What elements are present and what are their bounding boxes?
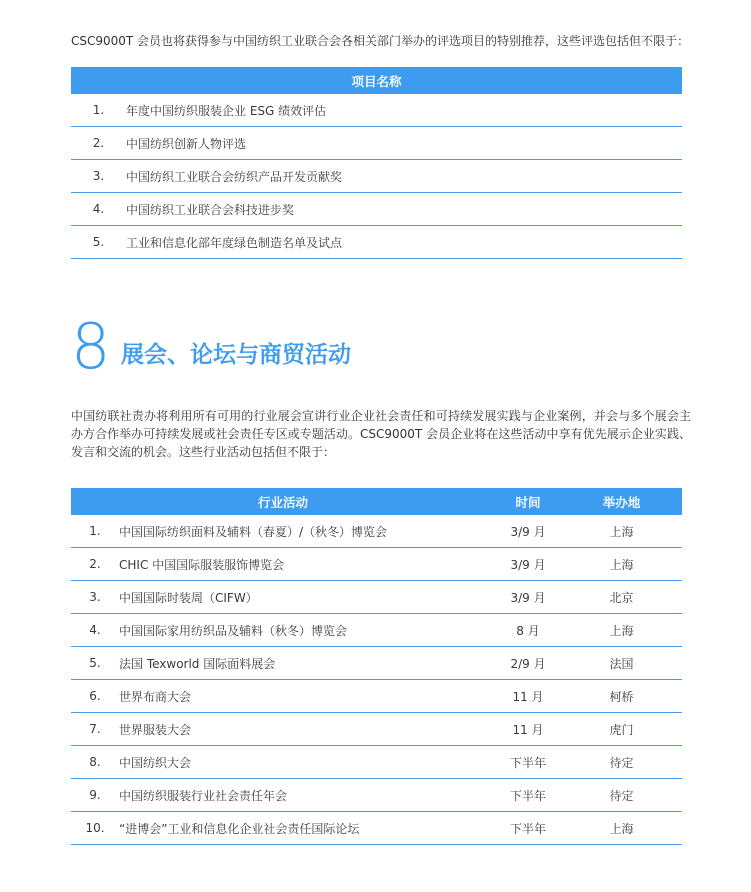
project-name-header: 项目名称: [71, 67, 682, 94]
project-name: 中国纺织创新人物评选: [126, 127, 682, 160]
activity-time: 8 月: [495, 614, 561, 647]
activity-name: CHIC 中国国际服装服饰博览会: [119, 548, 495, 581]
row-number: 1.: [71, 94, 126, 127]
table-row: [71, 127, 682, 160]
activity-time: 2/9 月: [495, 647, 561, 680]
table-row: [71, 548, 682, 581]
table-row: [71, 94, 682, 127]
place-header: 举办地: [561, 488, 682, 515]
row-number: 3.: [71, 581, 119, 614]
activity-place: 待定: [561, 746, 682, 779]
row-number: 8.: [71, 746, 119, 779]
activity-time: 3/9 月: [495, 515, 561, 548]
row-number: 3.: [71, 160, 126, 193]
activity-place: 上海: [561, 515, 682, 548]
row-number: 7.: [71, 713, 119, 746]
activity-place: 上海: [561, 548, 682, 581]
row-number: 2.: [71, 127, 126, 160]
activity-place: 待定: [561, 779, 682, 812]
row-number: 9.: [71, 779, 119, 812]
table-row: [71, 226, 682, 259]
activity-name: 中国纺织大会: [119, 746, 495, 779]
project-name: 年度中国纺织服装企业 ESG 绩效评估: [126, 94, 682, 127]
activity-place: 法国: [561, 647, 682, 680]
activity-name: 法国 Texworld 国际面料展会: [119, 647, 495, 680]
table-row: [71, 193, 682, 226]
project-name: 中国纺织工业联合会纺织产品开发贡献奖: [126, 160, 682, 193]
activity-place: 上海: [561, 812, 682, 845]
project-name: 中国纺织工业联合会科技进步奖: [126, 193, 682, 226]
activity-time: 11 月: [495, 713, 561, 746]
table-header-row: [71, 488, 682, 515]
row-number: 1.: [71, 515, 119, 548]
project-name: 工业和信息化部年度绿色制造名单及试点: [126, 226, 682, 259]
intro-text: CSC9000T 会员也将获得参与中国纺织工业联合会各相关部门举办的评选项目的特别推荐，这些评选包括但不限于：: [71, 34, 690, 48]
row-number: 4.: [71, 193, 126, 226]
industry-events-table: [71, 488, 682, 845]
activity-place: 虎门: [561, 713, 682, 746]
table-row: [71, 713, 682, 746]
row-number: 5.: [71, 647, 119, 680]
activity-place: 柯桥: [561, 680, 682, 713]
activity-time: 3/9 月: [495, 581, 561, 614]
activity-time: 下半年: [495, 779, 561, 812]
activity-name: 中国国际时装周（CIFW）: [119, 581, 495, 614]
activity-name: 中国纺织服装行业社会责任年会: [119, 779, 495, 812]
activity-time: 3/9 月: [495, 548, 561, 581]
table-row: [71, 680, 682, 713]
table-row: [71, 581, 682, 614]
activity-time: 11 月: [495, 680, 561, 713]
table-row: [71, 812, 682, 845]
row-number: 6.: [71, 680, 119, 713]
table-row: [71, 515, 682, 548]
row-number: 2.: [71, 548, 119, 581]
table-header-row: [71, 67, 682, 94]
activity-name: 世界服装大会: [119, 713, 495, 746]
activity-name: “进博会”工业和信息化企业社会责任国际论坛: [119, 812, 495, 845]
activity-time: 下半年: [495, 812, 561, 845]
activity-name: 世界布商大会: [119, 680, 495, 713]
activity-time: 下半年: [495, 746, 561, 779]
section-title: 展会、论坛与商贸活动: [121, 342, 351, 368]
row-number: 10.: [71, 812, 119, 845]
activity-place: 北京: [561, 581, 682, 614]
table-row: [71, 647, 682, 680]
row-number: 5.: [71, 226, 126, 259]
section-number: 8: [71, 310, 111, 383]
table-row: [71, 779, 682, 812]
activity-header: 行业活动: [71, 488, 495, 515]
table-row: [71, 746, 682, 779]
table-row: [71, 160, 682, 193]
activity-place: 上海: [561, 614, 682, 647]
activity-name: 中国国际家用纺织品及辅料（秋冬）博览会: [119, 614, 495, 647]
activity-name: 中国国际纺织面料及辅料（春夏）/（秋冬）博览会: [119, 515, 495, 548]
section-paragraph: 中国纺联社责办将利用所有可用的行业展会宣讲行业企业社会责任和可持续发展实践与企业案例，并会与多个展会主办方合作举办可持续发展或社会责任专区或专题活动。CSC9000T 会员企业将在这些活动中享有优先展示企业实践、发言和交流的机会。这些行业活动包括但不限于：: [71, 409, 691, 459]
table-row: [71, 614, 682, 647]
evaluation-projects-table: [71, 67, 682, 259]
time-header: 时间: [495, 488, 561, 515]
row-number: 4.: [71, 614, 119, 647]
